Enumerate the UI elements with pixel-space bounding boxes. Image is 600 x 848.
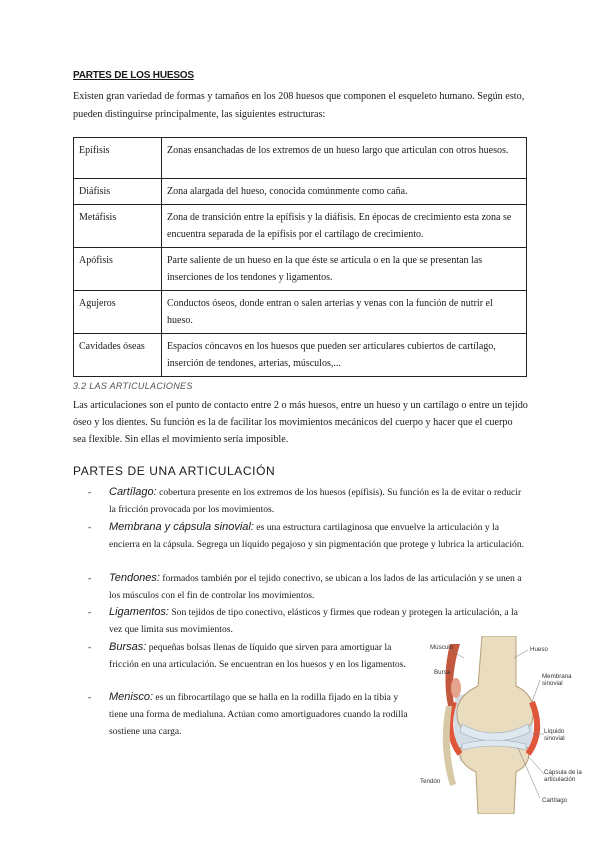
bursa-shape xyxy=(451,678,461,698)
table-cell-description: Espacios cóncavos en los huesos que pueden ser articulares cubiertos de cartílago, inserción de tendones, arterias, músculos,... xyxy=(162,334,527,377)
table-cell-description: Zonas ensanchadas de los extremos de un hueso largo que articulan con otros huesos. xyxy=(162,138,527,179)
list-item-term: Ligamentos: xyxy=(109,606,169,618)
section-heading-bone-parts: PARTES DE LOS HUESOS xyxy=(73,70,194,81)
femur-shape xyxy=(457,636,533,737)
knee-joint-illustration xyxy=(420,636,590,814)
list-dash: - xyxy=(88,607,92,618)
list-item-text: formados también por el tejido conectivo, se ubican a los lados de las articulación y se unen a los músculos con el fin de controlar los movimientos. xyxy=(109,573,522,601)
table-row xyxy=(74,138,527,179)
list-dash: - xyxy=(88,487,92,498)
list-item-term: Membrana y cápsula sinovial: xyxy=(109,521,254,533)
label-bursa: Bursa xyxy=(434,669,451,676)
list-item-term: Tendones: xyxy=(109,572,160,584)
list-dash: - xyxy=(88,692,92,703)
list-item-term: Bursas: xyxy=(109,641,147,653)
table-cell-term: Apófisis xyxy=(74,248,162,291)
list-item-text: Son tejidos de tipo conectivo, elásticos y firmes que rodean y protegen la articulación, a la vez que limita sus movimientos. xyxy=(109,607,518,635)
label-tendon: Tendón xyxy=(420,778,441,785)
joints-paragraph: Las articulaciones son el punto de contacto entre 2 o más huesos, entre un hueso y un cartílago o entre un tejido óseo y los dientes. Su función es la de facilitar los movimientos mecánicos del cuerpo y hacer que el cuerpo sea flexible. Sin ellas el movimiento sería imposible. xyxy=(73,400,528,445)
table-cell-description: Zona de transición entre la epífisis y la diáfisis. En épocas de crecimiento esta zona se encuentra separada de la epífisis por el cartílago de crecimiento. xyxy=(162,205,527,248)
table-cell-term: Diáfisis xyxy=(74,179,162,205)
list-item-text: pequeñas bolsas llenas de líquido que sirven para amortiguar la fricción en una articulación. Se encuentran en los huesos y en los ligamentos. xyxy=(109,642,406,670)
table-cell-description: Zona alargada del hueso, conocida comúnmente como caña. xyxy=(162,179,527,205)
label-line xyxy=(528,756,544,774)
table-cell-term: Epífisis xyxy=(74,138,162,179)
table-cell-description: Conductos óseos, donde entran o salen arterias y venas con la función de nutrir el hueso. xyxy=(162,291,527,334)
table-row xyxy=(74,179,527,205)
list-item-term: Cartílago: xyxy=(109,486,157,498)
label-cartilago: Cartílago xyxy=(542,797,568,804)
list-item-term: Menisco: xyxy=(109,691,154,703)
table-row xyxy=(74,205,527,248)
label-musculo: Músculo xyxy=(430,644,454,651)
table-row xyxy=(74,291,527,334)
list-dash: - xyxy=(88,573,92,584)
label-capsula: Cápsula de la articulación xyxy=(544,769,582,783)
label-line xyxy=(532,680,540,702)
label-hueso: Hueso xyxy=(530,646,548,653)
table-row xyxy=(74,248,527,291)
table-cell-term: Agujeros xyxy=(74,291,162,334)
list-item-text: cobertura presente en los extremos de los huesos (epífisis). Su función es la de evitar o reducir la fricción provocada por los movimientos. xyxy=(109,487,522,515)
table-cell-term: Cavidades óseas xyxy=(74,334,162,377)
section-heading-joints: 3.2 LAS ARTICULACIONES xyxy=(73,381,193,391)
section-heading-joint-parts: PARTES DE UNA ARTICULACIÓN xyxy=(73,464,276,478)
table-cell-term: Metáfisis xyxy=(74,205,162,248)
list-dash: - xyxy=(88,522,92,533)
intro-paragraph: Existen gran variedad de formas y tamaños en los 208 huesos que componen el esqueleto humano. Según esto, pueden distinguirse principalmente, las siguientes estructuras: xyxy=(73,91,525,120)
label-membrana: Membrana sinovial xyxy=(542,673,572,687)
table-row xyxy=(74,334,527,377)
list-item-text: es una estructura cartilaginosa que envuelve la articulación y la encierra en la cápsula. Segrega un líquido pegajoso y sin pigmentación que protege y lubrica la articulación. xyxy=(109,522,525,550)
table-cell-description: Parte saliente de un hueso en la que éste se articula o en la que se presentan las inserciones de los tendones y ligamentos. xyxy=(162,248,527,291)
tibia-shape xyxy=(460,743,529,814)
bone-structures-table xyxy=(73,137,527,377)
label-liquido: Líquido sinovial xyxy=(544,728,565,742)
knee-joint-figure xyxy=(420,636,590,814)
list-item-text: es un fibrocartílago que se halla en la rodilla fijado en la tibia y tiene una forma de medialuna. Actúan como amortiguadores cuando la rodilla sostiene una carga. xyxy=(109,692,408,737)
list-dash: - xyxy=(88,642,92,653)
